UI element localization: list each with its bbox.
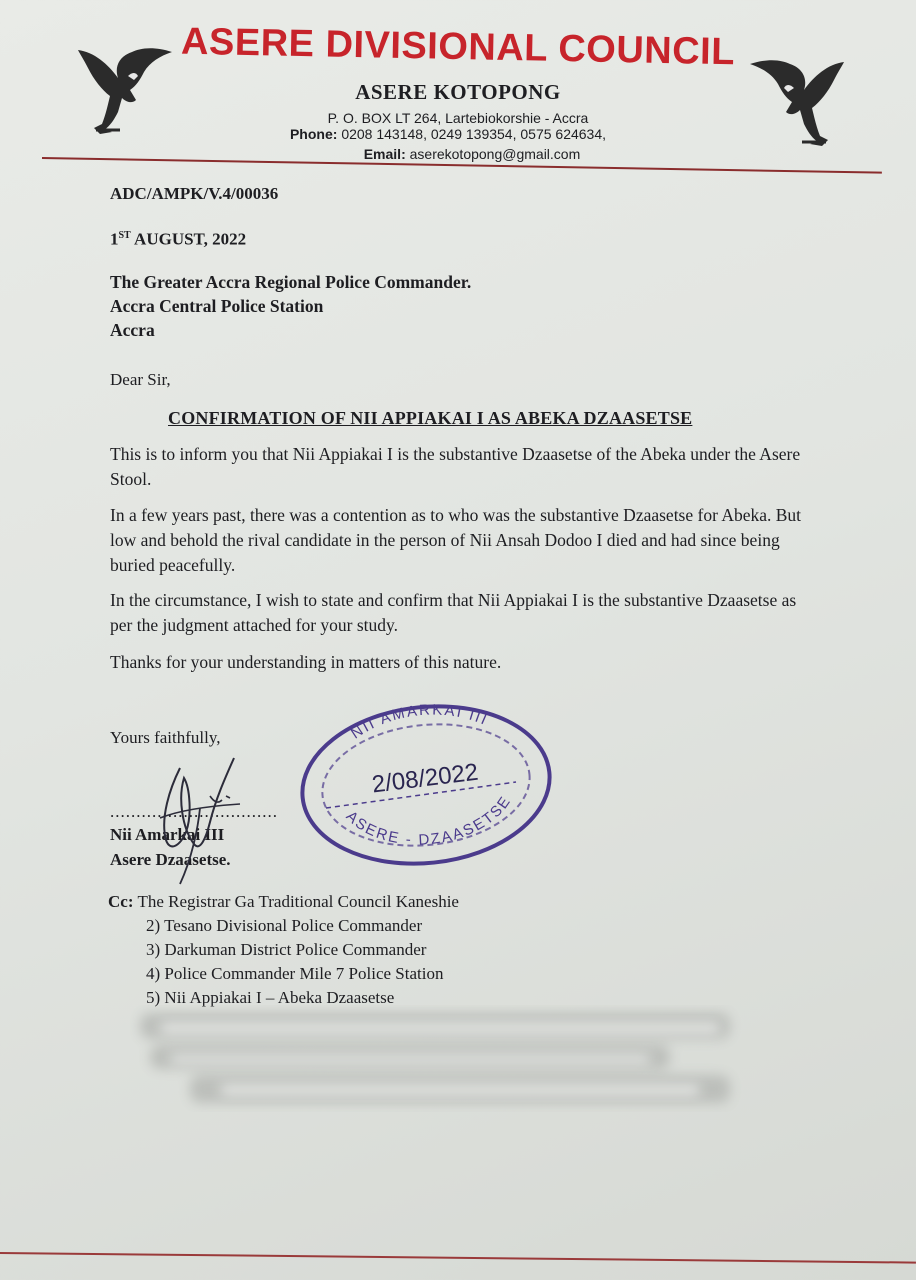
recipient-line: Accra Central Police Station (110, 296, 324, 316)
date-suffix: ST (118, 230, 131, 241)
svg-text:NII AMARKAI III (346, 700, 492, 743)
stamp-bottom-text: ASERE - DZAASETSE (342, 792, 515, 849)
stamp-top-text: NII AMARKAI III (347, 701, 491, 743)
cc-item: The Registrar Ga Traditional Council Kaneshie (137, 892, 459, 911)
date-day: 1 (110, 229, 119, 249)
cc-item: 2) Tesano Divisional Police Commander (146, 916, 423, 935)
handwritten-signature (140, 748, 260, 893)
recipient-line: Accra (110, 320, 155, 340)
letter-date (110, 224, 246, 252)
footer-divider (0, 1252, 916, 1264)
organization-subtitle: ASERE KOTOPONG (355, 80, 561, 104)
body-paragraph: This is to inform you that Nii Appiakai I is the substantive Dzaasetse of the Abeka under the Asere Stool. (110, 444, 801, 489)
salutation: Dear Sir, (110, 370, 171, 389)
phone-numbers: 0208 143148, 0249 139354, 0575 624634, (341, 126, 607, 142)
phone-label: Phone: (289, 126, 338, 142)
cc-label: Cc: (108, 892, 134, 911)
organization-phone (0, 126, 906, 142)
closing: Yours faithfully, (110, 728, 221, 747)
signature-line: ................................ (110, 802, 278, 821)
email-address: aserekotopong@gmail.com (409, 146, 581, 162)
organization-name: ASERE DIVISIONAL COUNCIL (180, 20, 736, 74)
body-paragraph: In the circumstance, I wish to state and confirm that Nii Appiakai I is the substantive Dzaasetse as per the judgment attached for your study. (110, 590, 797, 635)
redacted-area (130, 1005, 750, 1120)
subject-heading: CONFIRMATION OF NII APPIAKAI I AS ABEKA DZAASETSE (168, 408, 693, 428)
date-rest: AUGUST, 2022 (130, 229, 247, 249)
cc-list (108, 890, 459, 1010)
signatory-title: Asere Dzaasetse. (110, 850, 231, 869)
body-paragraph: Thanks for your understanding in matters of this nature. (110, 652, 502, 672)
organization-address: P. O. BOX LT 264, Lartebiokorshie - Accra (327, 110, 589, 126)
official-stamp (296, 700, 556, 875)
stamp-date: 2/08/2022 (370, 758, 480, 799)
reference-number: ADC/AMPK/V.4/00036 (110, 184, 279, 203)
recipient-line: The Greater Accra Regional Police Commander. (110, 272, 472, 292)
recipient-address (110, 270, 471, 342)
body-paragraph: In a few years past, there was a contention as to who was the substantive Dzaasetse for Abeka. But low and behold the rival candidate in the person of Nii Ansah Dodoo I died and had since being buried peacefully. (110, 505, 802, 575)
cc-item: 4) Police Commander Mile 7 Police Station (146, 964, 444, 983)
email-label: Email: (363, 146, 406, 162)
cc-item: 5) Nii Appiakai I – Abeka Dzaasetse (146, 988, 395, 1007)
cc-item: 3) Darkuman District Police Commander (146, 940, 427, 959)
signatory-name: Nii Amarkai III (110, 825, 225, 844)
